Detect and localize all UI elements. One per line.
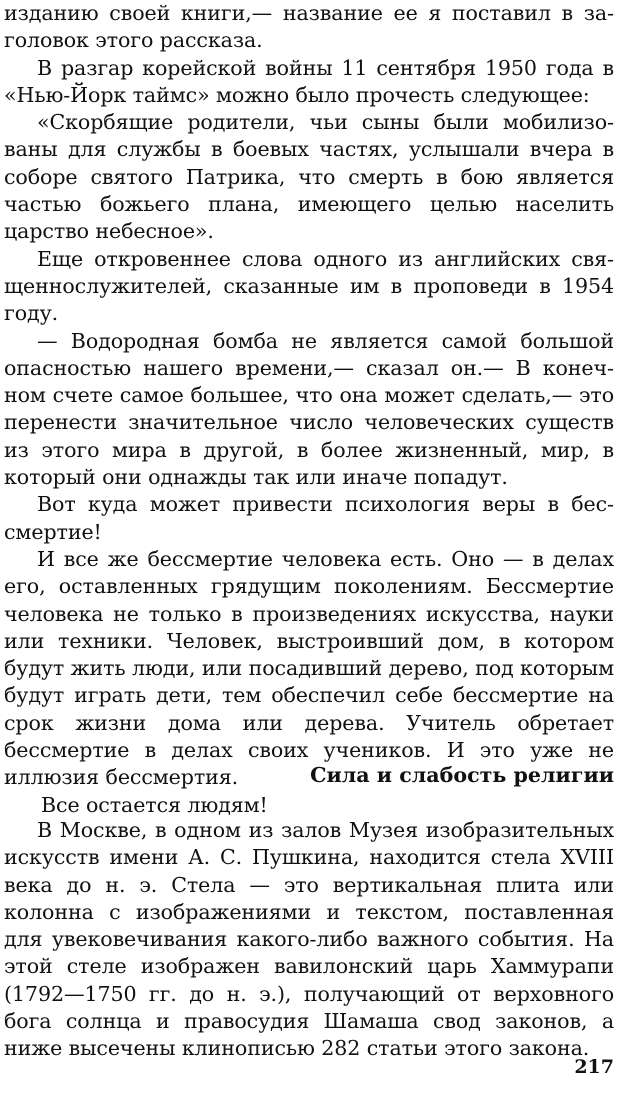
paragraph-psychology-faith: Вот куда может привести психология веры в бессмертие! bbox=[4, 492, 614, 544]
paragraph-korean-war: В разгар корейской войны 11 сентября 1950 года в «Нью-Йорк таймс» можно было прочесть следующее: bbox=[4, 55, 614, 107]
upper-text-block bbox=[4, 0, 614, 819]
paragraph-human-immortality: И все же бессмертие человека есть. Оно — в делах его, оставленных грядущим поколениям. Бессмертие человека не только в произведениях искусства, науки или техники. Человек, выстроивший дом, в котором будут жить люди, или посадивший дерево, под которым будут играть дети, тем обеспечил себе бессмертие на срок жизни дома или дерева. Учитель обретает бессмертие в делах своих учеников. И это уже не иллюзия бессмертия. bbox=[4, 546, 614, 790]
paragraph-hammurabi-stele: В Москве, в одном из залов Музея изобразительных искусств имени А. С. Пушкина, находится стела XVIII века до н. э. Стела — это вертикальная плита или колонна с изображениями и текстом, поставленная для увековечивания какого-либо важного события. На этой стеле изображен вавилонский царь Хаммурапи (1792—1750 гг. до н. э.), получающий от верховного бога солнца и правосудия Шамаша свод законов, а ниже высечены клинописью 282 статьи этого закона. bbox=[4, 818, 614, 1061]
paragraph-quote-parents: «Скорбящие родители, чьи сыны были мобилизованы для службы в боевых частях, услышали вчера в соборе святого Патрика, что смерть в бою является частью божьего плана, имеющего целью населить царство небесное». bbox=[4, 110, 614, 244]
paragraph-continuation: изданию своей книги,— название ее я поставил в заголовок этого рассказа. bbox=[4, 1, 614, 53]
paragraph-hydrogen-bomb: — Водородная бомба не является самой большой опасностью нашего времени,— сказал он.— В конечном счете самое большее, что она может сделать,— это перенести значительное число человеческих существ из этого мира в другой, в более жизненный, мир, в который они однажды так или иначе попадут. bbox=[4, 328, 614, 490]
paragraph-all-remains: Все остается людям! bbox=[41, 792, 268, 817]
paragraph-english-clergy: Еще откровеннее слова одного из английских священнослужителей, сказанные им в проповеди в 1954 году. bbox=[4, 246, 614, 326]
section-heading: Сила и слабость религии bbox=[310, 763, 614, 787]
page-number: 217 bbox=[574, 1056, 614, 1078]
lower-text-block bbox=[4, 817, 614, 1063]
